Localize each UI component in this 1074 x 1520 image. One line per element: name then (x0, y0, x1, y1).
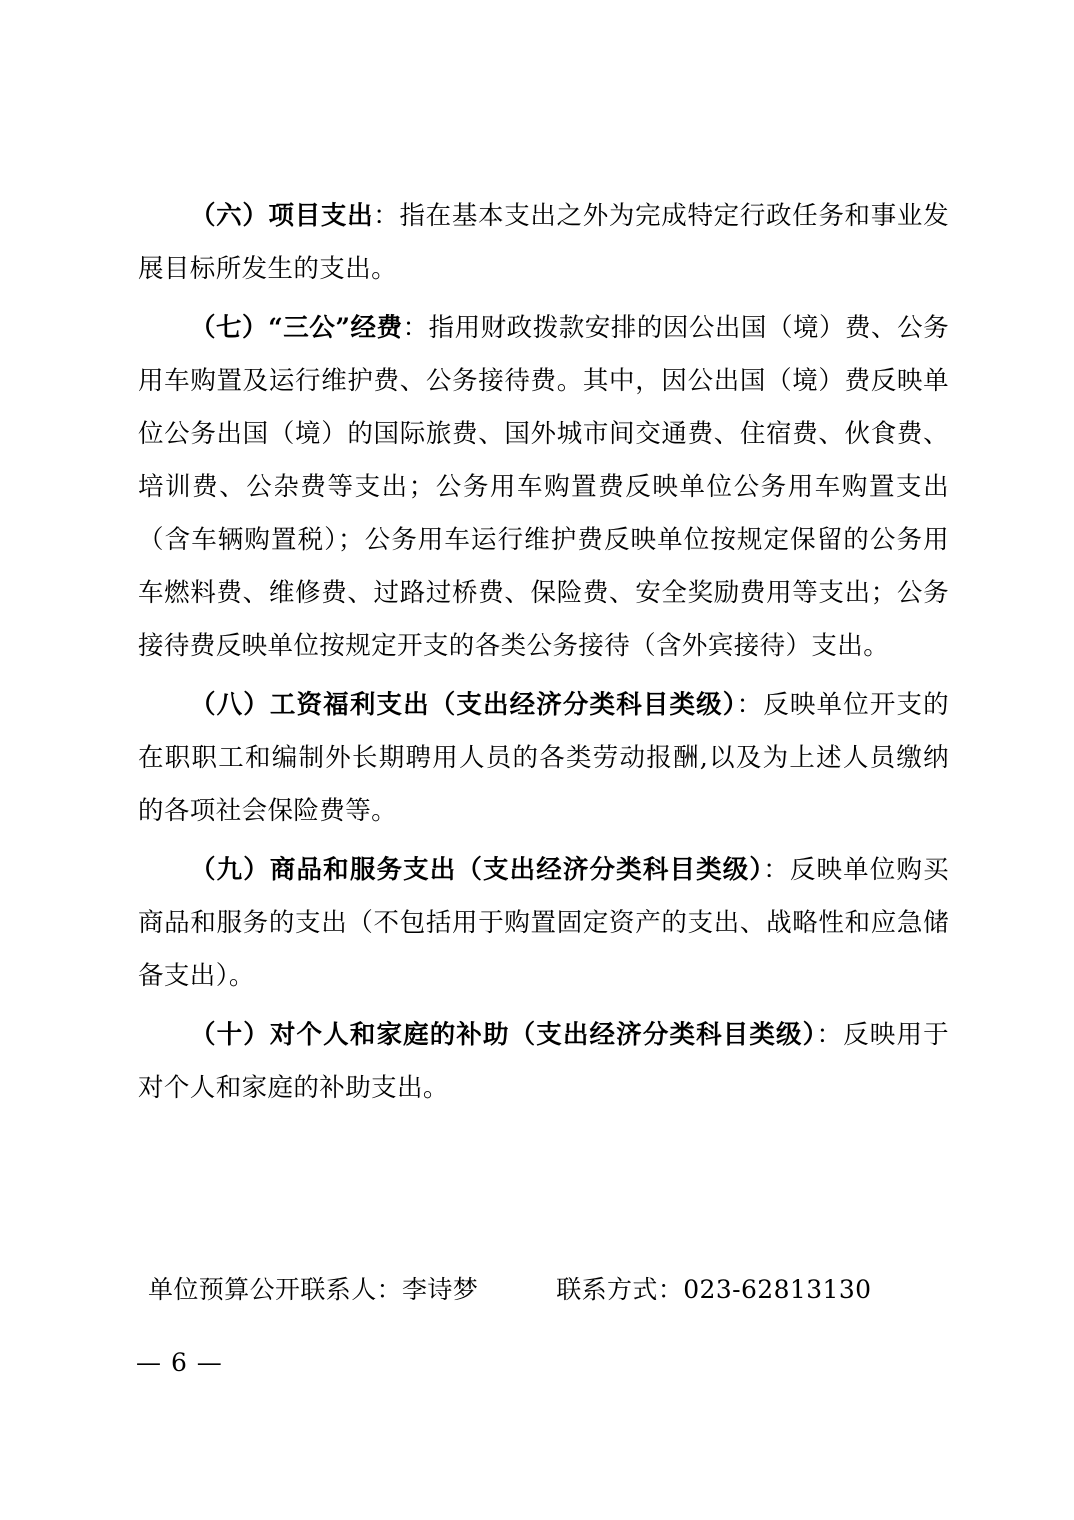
paragraph-nine-body: ：反映单位购买商品和服务的支出（不包括用于购置固定资产的支出、战略性和应急储备支出）。 (138, 855, 949, 991)
paragraph-eight-body: ：反映单位开支的在职职工和编制外长期聘用人员的各类劳动报酬,以及为上述人员缴纳的各项社会保险费等。 (138, 690, 950, 826)
paragraph-seven-body: ：指用财政拨款安排的因公出国（境）费、公务用车购置及运行维护费、公务接待费。其中，因公出国（境）费反映单位公务出国（境）的国际旅费、国外城市间交通费、住宿费、伙食费、培训费、公杂费等支出；公务用车购置费反映单位公务用车购置支出（含车辆购置税）；公务用车运行维护费反映单位按规定保留的公务用车燃料费、维修费、过路过桥费、保险费、安全奖励费用等支出；公务接待费反映单位按规定开支的各类公务接待（含外宾接待）支出。 (138, 313, 950, 661)
paragraph-eight (138, 679, 949, 838)
paragraph-nine-lead: （九）商品和服务支出（支出经济分类科目类级） (190, 855, 764, 885)
paragraph-ten (138, 1009, 949, 1115)
contact-line (148, 1270, 871, 1306)
paragraph-six-body: ：指在基本支出之外为完成特定行政任务和事业发展目标所发生的支出。 (138, 201, 949, 284)
page-number: — 6 — (136, 1348, 223, 1377)
paragraph-eight-lead: （八）工资福利支出（支出经济分类科目类级） (190, 690, 737, 720)
contact-name: 李诗梦 (402, 1275, 479, 1304)
contact-label: 单位预算公开联系人： (148, 1275, 403, 1304)
paragraph-six-lead: （六）项目支出 (190, 201, 374, 231)
paragraph-ten-lead: （十）对个人和家庭的补助（支出经济分类科目类级） (190, 1020, 817, 1050)
contact-phone: 023-62813130 (683, 1275, 872, 1304)
paragraph-seven (138, 302, 949, 673)
paragraph-seven-lead: （七）“三公”经费 (190, 313, 403, 343)
contact-phone-label: 联系方式： (556, 1275, 684, 1304)
paragraph-ten-body: ：反映用于对个人和家庭的补助支出。 (138, 1020, 949, 1103)
paragraph-six (138, 190, 949, 296)
paragraph-nine (138, 844, 949, 1003)
